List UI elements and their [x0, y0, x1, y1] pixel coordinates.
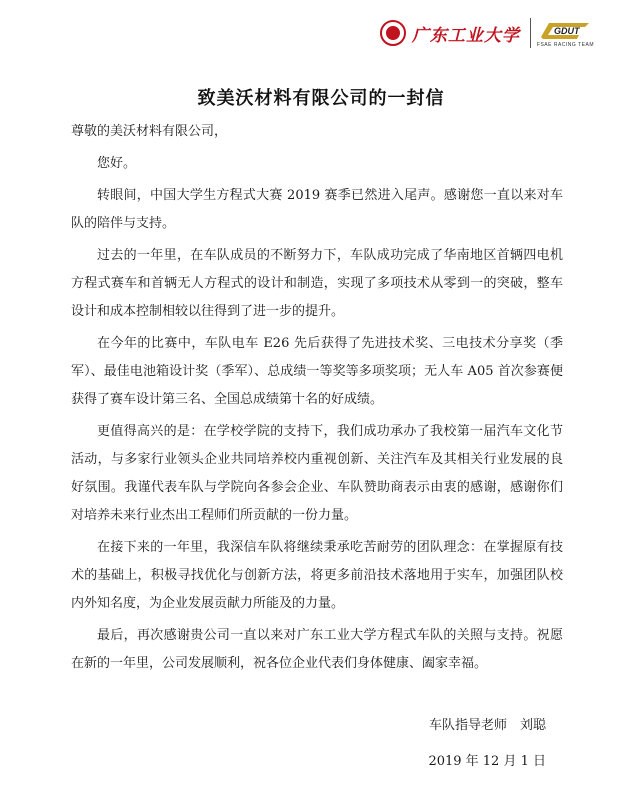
paragraph-next-year: 在接下来的一年里，我深信车队将继续秉承吃苦耐劳的团队理念：在掌握原有技术的基础上，积极寻找优化与创新方法，将更多前沿技术落地用于实车，加强团队校内外知名度，为企业发展贡献力所能及的力量。	[71, 540, 563, 611]
university-name: 广东工业大学	[411, 25, 520, 46]
team-sub-text: FSAE RACING TEAM	[536, 41, 594, 48]
logo-divider	[530, 18, 531, 48]
racing-team-logo	[537, 19, 594, 48]
signature: 车队指导老师 刘聪	[428, 718, 546, 733]
racing-team-logo-icon	[539, 19, 591, 41]
paragraph-competition: 在今年的比赛中，车队电车 E26 先后获得了先进技术奖、三电技术分享奖（季军）、最佳电池箱设计奖（季军）、总成绩一等奖等多项奖项；无人车 A05 首次参赛便获得了赛车设计第三名、全国总成绩第十名的好成绩。	[71, 336, 563, 407]
paragraph-intro: 转眼间，中国大学生方程式大赛 2019 赛季已然进入尾声。感谢您一直以来对车队的陪伴与支持。	[71, 188, 563, 231]
paragraph-greeting: 您好。	[97, 156, 137, 171]
letter-date: 2019 年 12 月 1 日	[428, 754, 546, 769]
letter-body	[71, 118, 563, 682]
university-seal-icon	[380, 20, 406, 46]
team-logo-text: GDUT	[554, 25, 580, 36]
paragraph-festival: 更值得高兴的是：在学校学院的支持下，我们成功承办了我校第一届汽车文化节活动，与多家行业领头企业共同培养校内重视创新、关注汽车及其相关行业发展的良好氛围。我谨代表车队与学院向各参会企业、车队赞助商表示由衷的感谢，感谢你们对培养未来行业杰出工程师们所贡献的一份力量。	[71, 424, 563, 523]
paragraph-past-year: 过去的一年里，在车队成员的不断努力下，车队成功完成了华南地区首辆四电机方程式赛车和首辆无人方程式的设计和制造，实现了多项技术从零到一的突破，整车设计和成本控制相较以往得到了进一步的提升。	[71, 248, 563, 319]
signature-block	[428, 708, 546, 780]
salutation: 尊敬的美沃材料有限公司，	[71, 124, 228, 139]
paragraph-closing: 最后，再次感谢贵公司一直以来对广东工业大学方程式车队的关照与支持。祝愿在新的一年里，公司发展顺利，祝各位企业代表们身体健康、阖家幸福。	[71, 628, 563, 671]
letter-title: 致美沃材料有限公司的一封信	[197, 88, 445, 109]
header-logos	[380, 16, 594, 50]
